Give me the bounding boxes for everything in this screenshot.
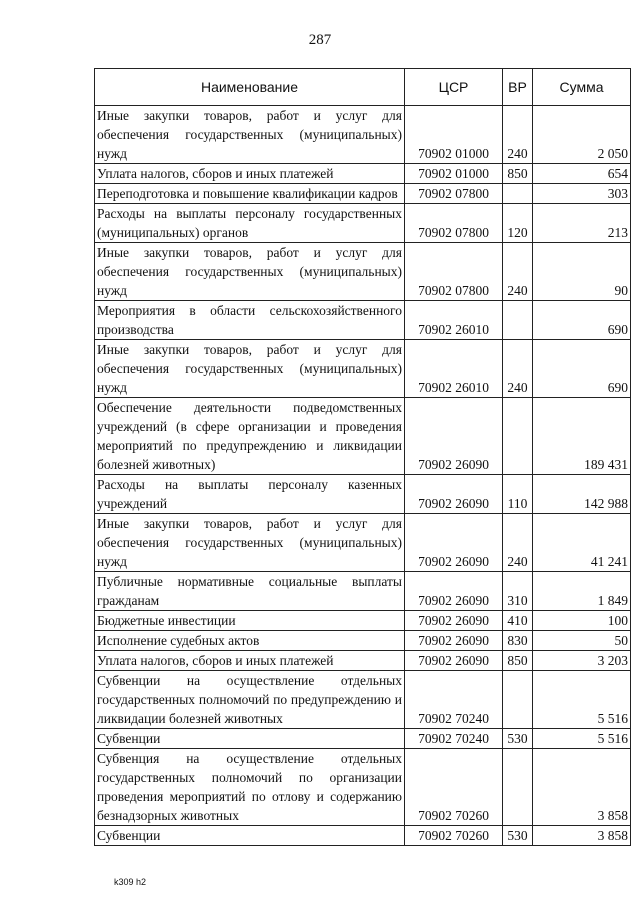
table-row	[95, 749, 631, 826]
row-csr: 70902 07800	[405, 243, 503, 301]
row-csr: 70902 26010	[405, 340, 503, 398]
row-name: Иные закупки товаров, работ и услуг для обеспечения государственных (муниципальных) нужд	[95, 514, 405, 572]
row-name: Уплата налогов, сборов и иных платежей	[95, 164, 405, 184]
table-row	[95, 826, 631, 846]
page-number: 287	[308, 32, 332, 48]
row-sum: 303	[533, 184, 631, 204]
row-vr	[503, 671, 533, 729]
row-vr: 530	[503, 826, 533, 846]
row-name: Субвенция на осуществление отдельных государственных полномочий по организации проведения мероприятий по отлову и содержанию безнадзорных животных	[95, 749, 405, 826]
table-header-row	[95, 69, 631, 106]
row-csr: 70902 70260	[405, 826, 503, 846]
row-name: Переподготовка и повышение квалификации кадров	[95, 184, 405, 204]
row-sum: 189 431	[533, 398, 631, 475]
row-sum: 90	[533, 243, 631, 301]
row-csr: 70902 70240	[405, 729, 503, 749]
table-row	[95, 475, 631, 514]
table-row	[95, 301, 631, 340]
row-name: Исполнение судебных актов	[95, 631, 405, 651]
row-vr: 120	[503, 204, 533, 243]
row-name: Бюджетные инвестиции	[95, 611, 405, 631]
row-sum: 3 203	[533, 651, 631, 671]
row-csr: 70902 01000	[405, 106, 503, 164]
table-row	[95, 398, 631, 475]
table-row	[95, 611, 631, 631]
row-vr: 850	[503, 651, 533, 671]
table-row	[95, 729, 631, 749]
row-name: Иные закупки товаров, работ и услуг для обеспечения государственных (муниципальных) нужд	[95, 243, 405, 301]
row-name: Расходы на выплаты персоналу государственных (муниципальных) органов	[95, 204, 405, 243]
row-sum: 654	[533, 164, 631, 184]
row-csr: 70902 07800	[405, 184, 503, 204]
table-row	[95, 572, 631, 611]
header-csr: ЦСР	[405, 69, 503, 106]
row-vr: 310	[503, 572, 533, 611]
row-vr: 240	[503, 514, 533, 572]
row-sum: 5 516	[533, 729, 631, 749]
row-sum: 213	[533, 204, 631, 243]
row-vr: 830	[503, 631, 533, 651]
row-csr: 70902 26090	[405, 398, 503, 475]
row-name: Субвенции на осуществление отдельных государственных полномочий по предупреждению и ликвидации болезней животных	[95, 671, 405, 729]
row-csr: 70902 26090	[405, 572, 503, 611]
table-row	[95, 204, 631, 243]
table-row	[95, 164, 631, 184]
row-name: Субвенции	[95, 729, 405, 749]
row-sum: 50	[533, 631, 631, 651]
row-name: Расходы на выплаты персоналу казенных учреждений	[95, 475, 405, 514]
row-sum: 3 858	[533, 826, 631, 846]
table-row	[95, 106, 631, 164]
row-vr: 530	[503, 729, 533, 749]
row-csr: 70902 26090	[405, 611, 503, 631]
table-row	[95, 671, 631, 729]
row-name: Мероприятия в области сельскохозяйственного производства	[95, 301, 405, 340]
row-sum: 100	[533, 611, 631, 631]
row-vr	[503, 398, 533, 475]
document-code: k309 h2	[114, 877, 147, 887]
row-csr: 70902 26090	[405, 631, 503, 651]
row-sum: 5 516	[533, 671, 631, 729]
row-vr: 110	[503, 475, 533, 514]
row-sum: 1 849	[533, 572, 631, 611]
row-csr: 70902 70240	[405, 671, 503, 729]
row-sum: 142 988	[533, 475, 631, 514]
row-name: Иные закупки товаров, работ и услуг для обеспечения государственных (муниципальных) нужд	[95, 340, 405, 398]
table-row	[95, 514, 631, 572]
row-csr: 70902 26090	[405, 475, 503, 514]
row-sum: 3 858	[533, 749, 631, 826]
row-csr: 70902 26090	[405, 514, 503, 572]
row-sum: 690	[533, 301, 631, 340]
row-vr	[503, 749, 533, 826]
row-vr: 410	[503, 611, 533, 631]
header-name: Наименование	[95, 69, 405, 106]
row-name: Субвенции	[95, 826, 405, 846]
budget-table	[94, 68, 631, 846]
table-row	[95, 184, 631, 204]
table-row	[95, 243, 631, 301]
row-name: Иные закупки товаров, работ и услуг для обеспечения государственных (муниципальных) нужд	[95, 106, 405, 164]
row-sum: 690	[533, 340, 631, 398]
table-row	[95, 340, 631, 398]
row-vr: 850	[503, 164, 533, 184]
row-vr	[503, 301, 533, 340]
row-csr: 70902 01000	[405, 164, 503, 184]
row-name: Уплата налогов, сборов и иных платежей	[95, 651, 405, 671]
row-vr	[503, 184, 533, 204]
row-csr: 70902 70260	[405, 749, 503, 826]
header-sum: Сумма	[533, 69, 631, 106]
header-vr: ВР	[503, 69, 533, 106]
row-csr: 70902 26090	[405, 651, 503, 671]
row-csr: 70902 07800	[405, 204, 503, 243]
table-row	[95, 631, 631, 651]
row-sum: 41 241	[533, 514, 631, 572]
row-vr: 240	[503, 106, 533, 164]
row-csr: 70902 26010	[405, 301, 503, 340]
table-row	[95, 651, 631, 671]
row-name: Публичные нормативные социальные выплаты гражданам	[95, 572, 405, 611]
row-name: Обеспечение деятельности подведомственных учреждений (в сфере организации и проведения мероприятий по предупреждению и ликвидации болезней животных)	[95, 398, 405, 475]
row-vr: 240	[503, 243, 533, 301]
row-sum: 2 050	[533, 106, 631, 164]
row-vr: 240	[503, 340, 533, 398]
